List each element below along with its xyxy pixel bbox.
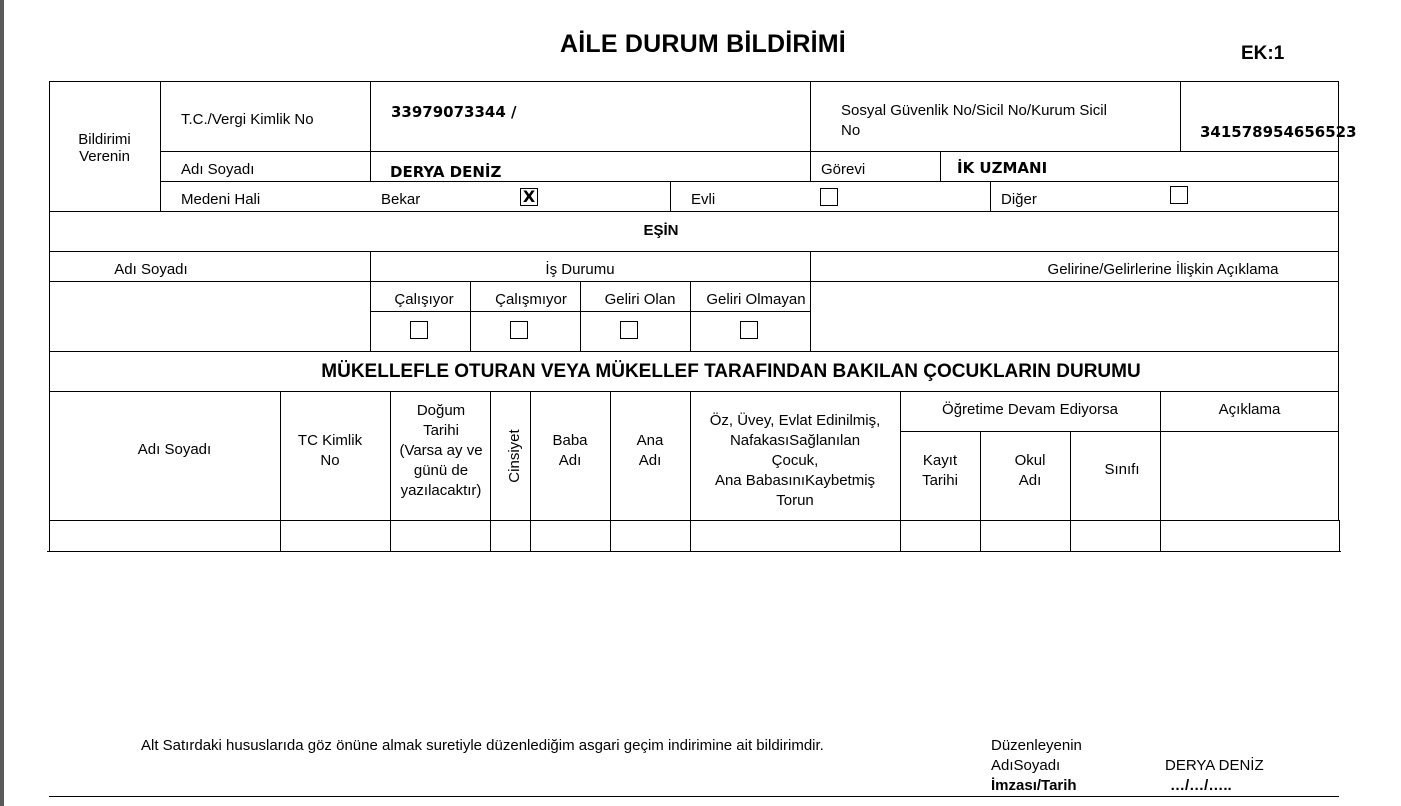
child-col-enroll: Kayıt Tarihi xyxy=(922,452,958,489)
children-heading: MÜKELLEFLE OTURAN VEYA MÜKELLEF TARAFINDAN BAKILAN ÇOCUKLARIN DURUMU xyxy=(321,361,1141,382)
spouse-heading: EŞİN xyxy=(643,222,679,239)
child-col-name: Adı Soyadı xyxy=(137,441,212,458)
marital-option-label: Bekar xyxy=(381,191,421,208)
child-col-class: Sınıfı xyxy=(1104,461,1140,478)
tc-value[interactable]: 33979073344 / xyxy=(391,103,517,121)
child-col-father: Baba Adı xyxy=(552,432,588,469)
role-value[interactable]: İK UZMANI xyxy=(957,159,1048,177)
spouse-work-label: İş Durumu xyxy=(545,261,615,278)
preparer-label: AdıSoyadı xyxy=(991,757,1061,774)
work-option-label: Çalışıyor xyxy=(394,291,454,308)
child-col-birth: Doğum Tarihi (Varsa ay ve günü de yazılacaktır) xyxy=(399,402,483,499)
declarant-section-label: Bildirimi Verenin xyxy=(78,131,131,165)
footer-statement: Alt Satırdaki hususlarıda göz önüne almak suretiyle düzenlediğim asgari geçim indirimine ait bildirimdir. xyxy=(141,737,824,754)
child-col-education: Öğretime Devam Ediyorsa xyxy=(942,401,1118,418)
marital-bekar-checkbox[interactable]: X xyxy=(520,188,538,206)
child-empty-row[interactable] xyxy=(50,521,1338,551)
child-col-note: Açıklama xyxy=(1218,401,1281,418)
role-label: Görevi xyxy=(821,161,866,178)
child-col-school: Okul Adı xyxy=(1014,452,1046,489)
work-calismiyor-checkbox[interactable] xyxy=(510,321,528,339)
preparer-signature-label: İmzası/Tarih xyxy=(991,777,1077,794)
work-option-label: Çalışmıyor xyxy=(495,291,567,308)
marital-diger-checkbox[interactable] xyxy=(1170,186,1188,204)
page-title: AİLE DURUM BİLDİRİMİ xyxy=(560,30,846,58)
marital-evli-checkbox[interactable] xyxy=(820,188,838,206)
name-label: Adı Soyadı xyxy=(181,161,255,178)
spouse-name-label: Adı Soyadı xyxy=(114,261,188,278)
child-col-mother: Ana Adı xyxy=(636,432,664,469)
spouse-income-label: Gelirine/Gelirlerine İlişkin Açıklama xyxy=(1047,261,1279,278)
work-option-label: Geliri Olmayan xyxy=(706,291,806,308)
sgk-value[interactable]: 341578954656523 xyxy=(1200,123,1357,141)
sgk-label: Sosyal Güvenlik No/Sicil No/Kurum Sicil No xyxy=(841,102,1107,139)
child-col-relation: Öz, Üvey, Evlat Edinilmiş, NafakasıSağlanılan Çocuk, Ana BabasınıKaybetmiş Torun xyxy=(709,412,881,509)
marital-option-label: Evli xyxy=(691,191,716,208)
marital-option-label: Diğer xyxy=(1001,191,1037,208)
work-option-label: Geliri Olan xyxy=(604,291,676,308)
work-geliri-olan-checkbox[interactable] xyxy=(620,321,638,339)
marital-label: Medeni Hali xyxy=(181,191,261,208)
child-col-gender: Cinsiyet xyxy=(506,429,523,483)
child-col-tc: TC Kimlik No xyxy=(297,432,363,469)
tc-label: T.C./Vergi Kimlik No xyxy=(181,111,314,128)
preparer-date[interactable]: …/…/….. xyxy=(1170,777,1232,794)
preparer-label: Düzenleyenin xyxy=(991,737,1082,754)
preparer-name: DERYA DENİZ xyxy=(1165,757,1264,774)
name-value[interactable]: DERYA DENİZ xyxy=(390,163,502,181)
window-edge xyxy=(0,0,4,806)
work-geliri-olmayan-checkbox[interactable] xyxy=(740,321,758,339)
annex-label: EK:1 xyxy=(1241,43,1285,64)
work-calisiyor-checkbox[interactable] xyxy=(410,321,428,339)
